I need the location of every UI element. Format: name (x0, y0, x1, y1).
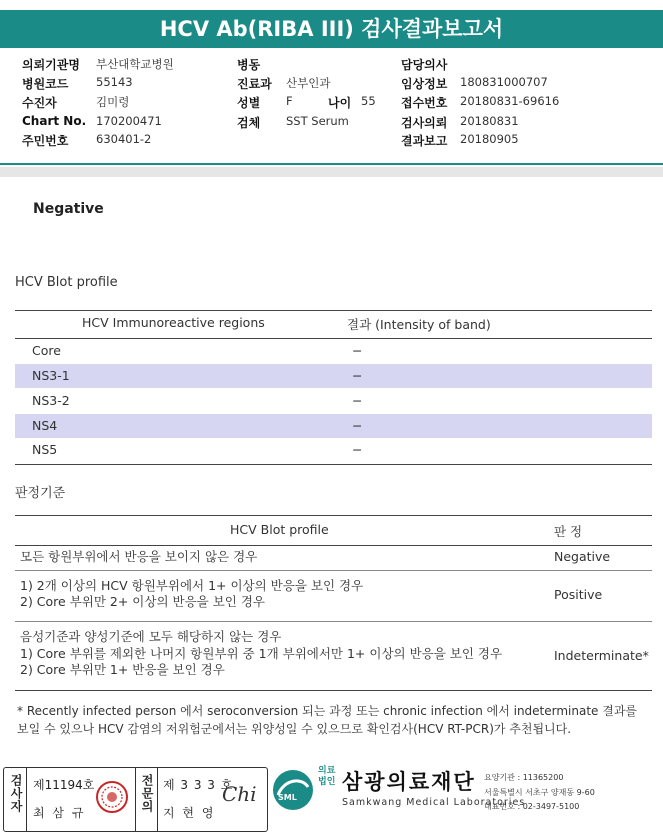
label-attending-physician: 담당의사 (401, 58, 448, 72)
criteria-col-judgement: 판 정 (554, 524, 583, 539)
value-request-date: 20180831 (460, 114, 519, 128)
region-core: Core (32, 343, 61, 358)
value-hospital-code: 55143 (96, 75, 133, 89)
label-department: 진료과 (237, 77, 272, 91)
band-intensity: − (352, 442, 363, 457)
org-prefix-2: 법인 (318, 777, 336, 787)
patient-info-panel (0, 48, 663, 166)
value-resident-number: 630401-2 (96, 132, 152, 146)
value-department: 산부인과 (286, 76, 331, 90)
label-resident-number: 주민번호 (22, 134, 69, 148)
org-address: 서울특별시 서초구 양재동 9-60 (484, 788, 595, 797)
label-report-date: 결과보고 (401, 134, 448, 148)
sml-logo-icon (272, 769, 314, 811)
label-specimen: 검체 (237, 116, 261, 130)
org-prefix (318, 766, 335, 788)
signature-box (3, 767, 268, 832)
criteria-table-bottom-rule (15, 690, 652, 691)
specialist-name: 지 현 영 (163, 806, 216, 820)
criteria-positive-line-1: 1) 2개 이상의 HCV 항원부위에서 1+ 이상의 반응을 보인 경우 (20, 578, 364, 593)
sign-divider (157, 768, 158, 831)
org-prefix-1: 의료 (318, 766, 336, 776)
criteria-header-rule (15, 545, 652, 546)
inspector-label: 검사자 (9, 774, 23, 813)
label-age: 나이 (328, 96, 352, 110)
criteria-row-rule (15, 621, 652, 622)
region-ns4: NS4 (32, 418, 58, 433)
specialist-license: 제 3 3 3 호 (163, 778, 234, 792)
overall-result: Negative (33, 201, 104, 217)
value-requesting-institution: 부산대학교병원 (96, 57, 174, 71)
criteria-col-profile: HCV Blot profile (230, 522, 329, 537)
table-row (15, 438, 652, 462)
org-name-en: Samkwang Medical Laboratories (342, 797, 526, 808)
value-patient: 김미령 (96, 95, 130, 109)
value-receipt-number: 20180831-69616 (460, 94, 560, 108)
table-row (15, 389, 652, 413)
criteria-heading: 판정기준 (15, 486, 66, 501)
info-divider (0, 163, 663, 165)
footnote: * Recently infected person 에서 seroconversion 되는 과정 또는 chronic infection 에서 indeterminate 결과를 보일 수 있으나 HCV 감염의 저위험군에서는 위양성일 수 있으므로 확인검사(HCV RT-PCR)가 추천됩니다. (17, 704, 638, 736)
label-chart-no: Chart No. (22, 114, 87, 128)
criteria-positive-line-2: 2) Core 부위만 2+ 이상의 반응을 보인 경우 (20, 594, 265, 609)
value-chart-no: 170200471 (96, 114, 162, 128)
value-sex: F (286, 94, 293, 108)
value-age: 55 (361, 94, 376, 108)
sml-logo-text: SML (278, 793, 297, 802)
blot-table-top-rule (15, 310, 652, 311)
value-report-date: 20180905 (460, 132, 519, 146)
band-intensity: − (352, 393, 363, 408)
criteria-row-rule (15, 570, 652, 571)
org-code: 요양기관 : 11365200 (484, 773, 564, 782)
label-sex: 성별 (237, 96, 261, 110)
criteria-indeterminate-line-1: 음성기준과 양성기준에 모두 해당하지 않는 경우 (20, 629, 282, 644)
blot-col-result: 결과 (Intensity of band) (347, 317, 491, 332)
criteria-indeterminate-line-3: 2) Core 부위만 1+ 반응을 보인 경우 (20, 662, 225, 677)
section-gap (0, 167, 663, 177)
report-title: HCV Ab(RIBA III) 검사결과보고서 (0, 10, 663, 48)
org-phone: 대표번호 : 02-3497-5100 (484, 802, 580, 811)
label-requesting-institution: 의뢰기관명 (22, 58, 80, 72)
sign-divider (135, 768, 136, 831)
criteria-result-negative: Negative (554, 549, 611, 564)
criteria-negative-line-1: 모든 항원부위에서 반응을 보이지 않은 경우 (20, 549, 258, 564)
specialist-signature: Chi (222, 782, 257, 806)
table-row (15, 364, 652, 388)
sign-divider (26, 768, 27, 831)
inspector-license: 제11194호 (33, 778, 95, 792)
value-specimen: SST Serum (286, 114, 349, 128)
inspector-name: 최 삼 규 (33, 806, 86, 820)
value-clinical-info: 180831000707 (460, 75, 548, 89)
label-hospital-code: 병원코드 (22, 77, 69, 91)
table-row (15, 414, 652, 438)
specialist-label: 전문의 (140, 774, 154, 813)
criteria-result-indeterminate: Indeterminate* (554, 648, 649, 663)
region-ns3-2: NS3-2 (32, 393, 70, 408)
label-request-date: 검사의뢰 (401, 116, 448, 130)
band-intensity: − (352, 343, 363, 358)
region-ns3-1: NS3-1 (32, 368, 70, 383)
band-intensity: − (352, 368, 363, 383)
blot-profile-heading: HCV Blot profile (15, 275, 118, 290)
criteria-indeterminate-line-2: 1) Core 부위를 제외한 나머지 항원부위 중 1개 부위에서만 1+ 이상의 반응을 보인 경우 (20, 646, 503, 661)
criteria-result-positive: Positive (554, 587, 603, 602)
inspector-seal (95, 780, 129, 814)
criteria-table-top-rule (15, 515, 652, 516)
region-ns5: NS5 (32, 442, 58, 457)
org-name: 삼광의료재단 (342, 770, 476, 794)
label-patient: 수진자 (22, 96, 57, 110)
table-row (15, 339, 652, 363)
label-ward: 병동 (237, 58, 261, 72)
blot-table-bottom-rule (15, 464, 652, 465)
blot-col-region: HCV Immunoreactive regions (82, 315, 265, 330)
label-receipt-number: 접수번호 (401, 96, 448, 110)
label-clinical-info: 임상정보 (401, 77, 448, 91)
band-intensity: − (352, 418, 363, 433)
